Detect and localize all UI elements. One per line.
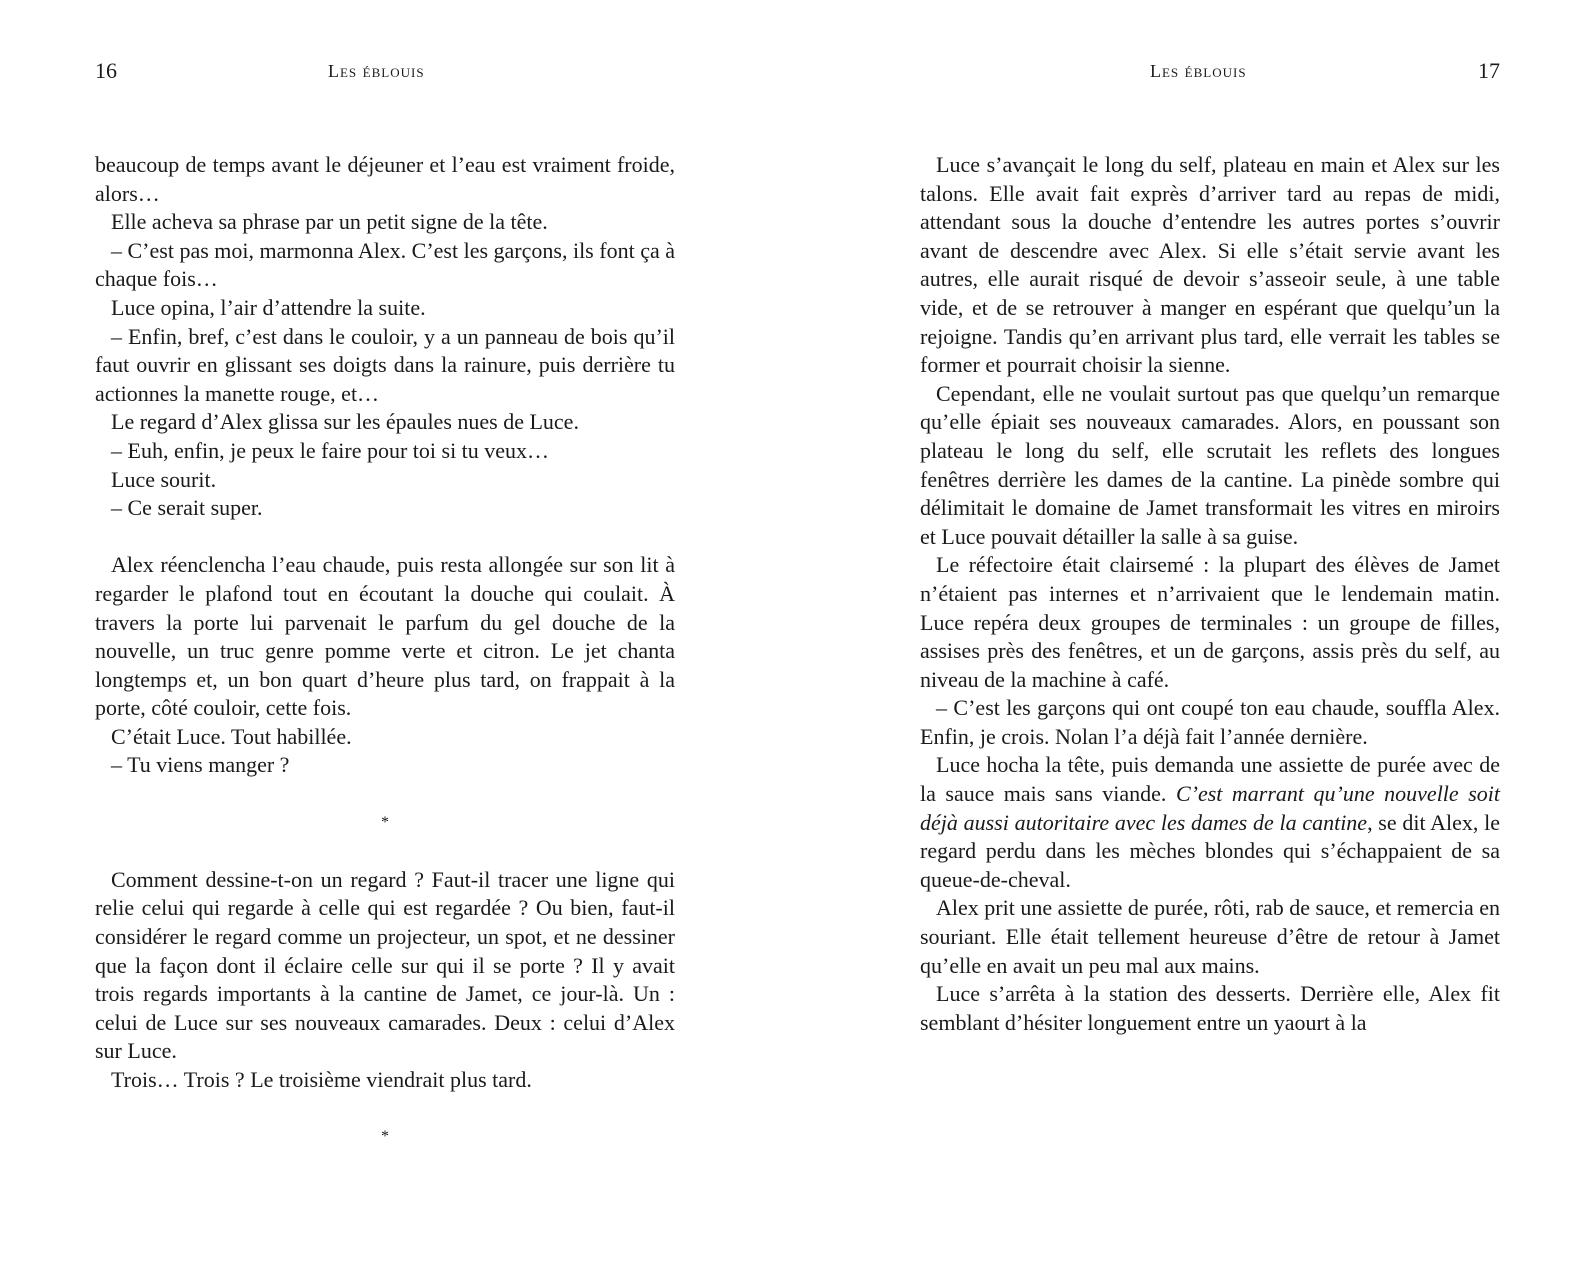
page-number: 17 [1478,58,1500,83]
page-number: 16 [95,58,117,83]
paragraph: Le réfectoire était clairsemé : la plupart des élèves de Jamet n’étaient pas internes et n’arrivaient que le lendemain matin. Luce repéra deux groupes de terminales : un groupe de filles, assises près des fenêtres, et un de garçons, assis près du self, au niveau de la machine à café. [920,552,1500,692]
paragraph: Cependant, elle ne voulait surtout pas que quelqu’un remarque qu’elle épiait ses nouveaux camarades. Alors, en poussant son plateau le long du self, elle scrutait les reflets des longues fenêtres derrière les dames de la cantine. La pinède sombre qui délimitait le domaine de Jamet transformait les vitres en miroirs et Luce pouvait détailler la salle à sa guise. [920,380,1500,549]
paragraph-with-italic [920,751,1500,894]
paragraph: Luce sourit. [111,466,217,492]
paragraph: Elle acheva sa phrase par un petit signe de la tête. [111,209,548,235]
paragraph: Trois… Trois ? Le troisième viendrait plus tard. [111,1067,532,1093]
dialogue-line: – Tu viens manger ? [111,752,290,778]
paragraph: Le regard d’Alex glissa sur les épaules nues de Luce. [111,409,579,435]
dialogue-line: – C’est les garçons qui ont coupé ton eau chaude, souffla Alex. Enfin, je crois. Nolan l’a déjà fait l’année dernière. [920,695,1500,749]
dialogue-line: – Ce serait super. [111,495,263,521]
section-ornament [95,1095,675,1181]
section-ornament [95,780,675,866]
running-title: Les éblouis [1150,61,1247,81]
dialogue-line: – Euh, enfin, je peux le faire pour toi si tu veux… [111,437,550,463]
dialogue-line: – Enfin, bref, c’est dans le couloir, y a un panneau de bois qu’il faut ouvrir en glissant ses doigts dans la rainure, puis derrière tu actionnes la manette rouge, et… [95,323,675,406]
right-page-body [920,151,1500,1037]
paragraph: Comment dessine-t-on un regard ? Faut-il tracer une ligne qui relie celui qui regarde à celle qui est regardée ? Ou bien, faut-il considérer le regard comme un projecteur, un spot, et ne dessiner que la façon dont il éclaire celle sur qui il se porte ? Il y avait trois regards importants à la cantine de Jamet, ce jour-là. Un : celui de Luce sur ses nouveaux camarades. Deux : celui d’Alex sur Luce. [95,866,675,1064]
paragraph: beaucoup de temps avant le déjeuner et l’eau est vraiment froide, alors… [95,152,675,206]
left-page-body [95,151,675,1180]
running-head-left [95,56,675,86]
paragraph: C’était Luce. Tout habillée. [111,723,352,749]
paragraph: Alex prit une assiette de purée, rôti, rab de sauce, et remercia en souriant. Elle était tellement heureuse d’être de retour à Jamet qu’elle en avait un peu mal aux mains. [920,895,1500,978]
paragraph: Alex réenclencha l’eau chaude, puis resta allongée sur son lit à regarder le plafond tout en écoutant la douche qui coulait. À travers la porte lui parvenait le parfum du gel douche de la nouvelle, un truc genre pomme verte et citron. Le jet chanta longtemps et, un bon quart d’heure plus tard, on frappait à la porte, côté couloir, cette fois. [95,552,675,721]
section-break [95,523,675,552]
text-run: Luce hocha la tête, puis demanda une assiette de purée avec de la sauce mais sans viande. [920,752,1500,807]
running-title: Les éblouis [328,61,425,81]
text-run: , se dit Alex, le regard perdu dans les mèches blondes qui s’échappaient de sa queue-de-cheval. [920,809,1500,892]
paragraph: Luce s’arrêta à la station des desserts. Derrière elle, Alex fit semblant d’hésiter longuement entre un yaourt à la [920,981,1500,1035]
asterism-icon: * [381,813,389,831]
paragraph: Luce opina, l’air d’attendre la suite. [111,294,426,320]
asterism-icon: * [381,1128,389,1146]
italic-thought: C’est marrant qu’une nouvelle soit déjà aussi autoritaire avec les dames de la cantine [920,781,1500,835]
paragraph: Luce s’avançait le long du self, plateau en main et Alex sur les talons. Elle avait fait exprès d’arriver tard au repas de midi, attendant sous la douche d’entendre les autres portes s’ouvrir avant de descendre avec Alex. Si elle s’était servie avant les autres, elle aurait risqué de devoir s’asseoir seule, à une table vide, et de se retrouver à manger en espérant que quelqu’un la rejoigne. Tandis qu’en arrivant plus tard, elle verrait les tables se former et pourrait choisir la sienne. [920,152,1500,378]
running-head-right [920,56,1500,86]
dialogue-line: – C’est pas moi, marmonna Alex. C’est les garçons, ils font ça à chaque fois… [95,237,675,292]
